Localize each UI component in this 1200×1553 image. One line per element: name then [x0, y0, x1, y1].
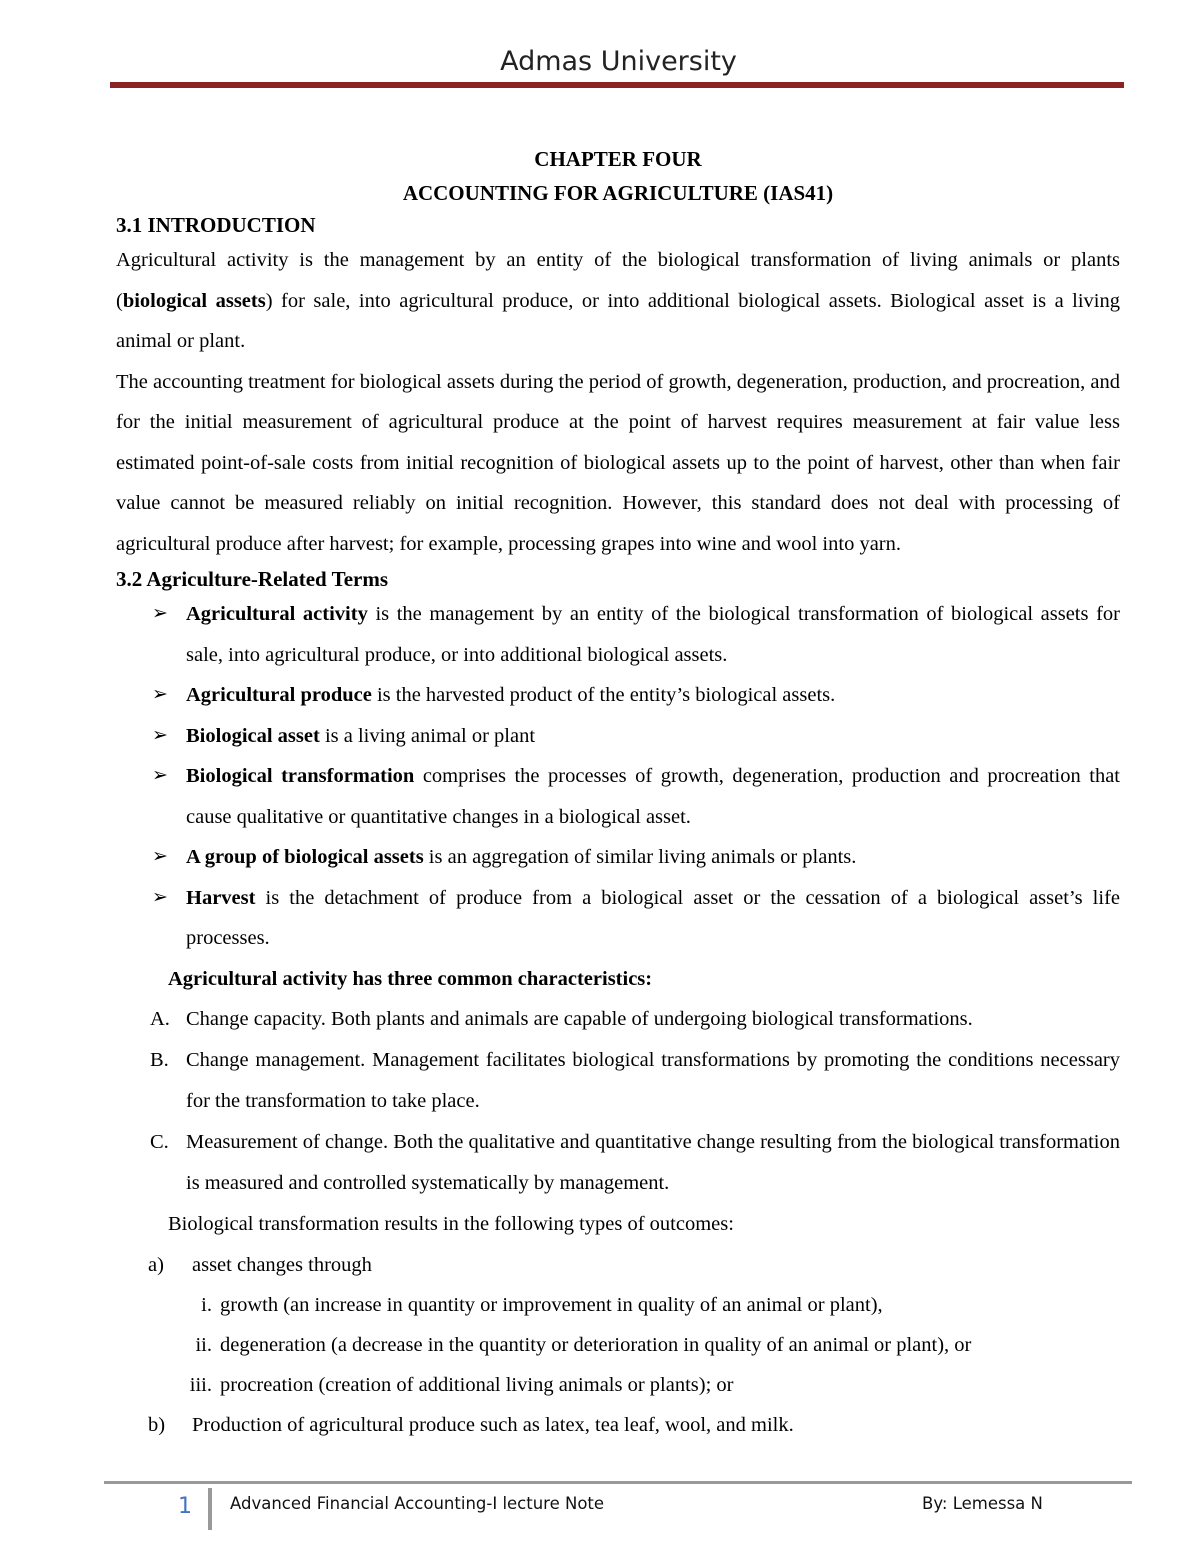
characteristic-item: A. Change capacity. Both plants and animals are capable of undergoing biological transformations. — [116, 999, 1120, 1040]
term-name: Agricultural activity — [186, 603, 368, 625]
arrow-bullet-icon: ➢ — [152, 765, 168, 786]
term-definition: is an aggregation of similar living animals or plants. — [423, 846, 857, 868]
list-marker: B. — [150, 1048, 169, 1071]
arrow-bullet-icon: ➢ — [152, 886, 168, 908]
outcomes-list — [116, 1245, 1120, 1445]
arrow-bullet-icon: ➢ — [152, 724, 168, 746]
page-number: 1 — [178, 1494, 192, 1519]
header-rule — [110, 82, 1124, 88]
list-marker: C. — [150, 1130, 169, 1153]
term-definition: is a living animal or plant — [319, 724, 536, 747]
list-marker: iii. — [189, 1373, 212, 1396]
intro-heading: 3.1 INTRODUCTION — [116, 213, 316, 237]
term-item — [116, 756, 1120, 837]
arrow-bullet-icon: ➢ — [152, 603, 168, 624]
intro-paragraph-1: Agricultural activity is the management by an entity of the biological transformation of living animals or plants (biological assets) for sale, into agricultural produce, or into additional biological assets. Biological asset is a living animal or plant. — [116, 249, 1120, 352]
outcome-subitem: i. growth (an increase in quantity or improvement in quality of an animal or plant), — [192, 1285, 1120, 1325]
term-name: Biological transformation — [186, 765, 415, 787]
arrow-bullet-icon: ➢ — [152, 684, 168, 705]
outcome-subitem: ii. degeneration (a decrease in the quantity or deterioration in quality of an animal or plant), or — [192, 1325, 1120, 1365]
term-definition: is the harvested product of the entity’s biological assets. — [371, 684, 836, 706]
running-header-title: Admas University — [500, 46, 737, 77]
term-definition: comprises the processes of growth, degeneration, production and procreation that cause qualitative or quantitative changes in a biological asset. — [186, 765, 1120, 828]
page-content — [116, 142, 1120, 1445]
term-name: A group of biological assets — [186, 846, 424, 868]
arrow-bullet-icon: ➢ — [152, 846, 168, 867]
terms-list — [116, 594, 1120, 959]
characteristics-heading: Agricultural activity has three common characteristics: — [168, 967, 653, 990]
term-name: Harvest — [186, 886, 256, 909]
list-marker: ii. — [195, 1333, 212, 1356]
term-item — [116, 878, 1120, 959]
footer-author: By: Lemessa N — [922, 1494, 1043, 1513]
biological-assets-emphasis: biological assets — [122, 289, 266, 312]
term-item — [116, 837, 1120, 878]
term-name: Agricultural produce — [186, 684, 372, 706]
outcome-sublist — [189, 1285, 1120, 1405]
term-item — [116, 594, 1120, 675]
footer-course-title: Advanced Financial Accounting-I lecture Note — [230, 1494, 605, 1513]
characteristic-item: B. Change management. Management facilitates biological transformations by promoting the conditions necessary for the transformation to take place. — [116, 1040, 1120, 1122]
footer-divider — [208, 1488, 212, 1530]
footer-rule — [104, 1481, 1132, 1484]
term-name: Biological asset — [186, 724, 320, 747]
intro-paragraph-2: The accounting treatment for biological assets during the period of growth, degeneration, production, and procreation, and for the initial measurement of agricultural produce at the point of harvest requires measurement at fair value less estimated point-of-sale costs from initial recognition of biological assets up to the point of harvest, other than when fair value cannot be measured reliably on initial recognition. However, this standard does not deal with processing of agricultural produce after harvest; for example, processing grapes into wine and wool into yarn. — [116, 370, 1120, 555]
list-marker: A. — [150, 1007, 170, 1030]
outcome-item: b) Production of agricultural produce such as latex, tea leaf, wool, and milk. — [116, 1405, 1120, 1445]
list-marker: i. — [201, 1293, 212, 1316]
outcomes-intro: Biological transformation results in the following types of outcomes: — [168, 1212, 734, 1235]
outcome-subitem: iii. procreation (creation of additional living animals or plants); or — [192, 1365, 1120, 1405]
term-item — [116, 716, 1120, 757]
term-item — [116, 675, 1120, 716]
chapter-title: ACCOUNTING FOR AGRICULTURE (IAS41) — [402, 181, 834, 205]
list-marker: b) — [148, 1413, 166, 1436]
term-definition: is the detachment of produce from a biological asset or the cessation of a biological asset’s life processes. — [186, 886, 1120, 949]
characteristics-list — [116, 999, 1120, 1204]
characteristic-item: C. Measurement of change. Both the qualitative and quantitative change resulting from the biological transformation is measured and controlled systematically by management. — [116, 1122, 1120, 1204]
term-definition: is the management by an entity of the biological transformation of biological assets for sale, into agricultural produce, or into additional biological assets. — [186, 603, 1120, 666]
chapter-number: CHAPTER FOUR — [534, 147, 702, 171]
list-marker: a) — [148, 1253, 164, 1276]
outcome-item: a) asset changes through i. growth (an increase in quantity or improvement in quality of an animal or plant), ii. degeneration (a decrease in the quantity or deterioration in quality of an animal or plant), or iii. procreation (creation of additional living animals or plants); or — [116, 1245, 1120, 1405]
terms-heading: 3.2 Agriculture-Related Terms — [116, 567, 388, 591]
